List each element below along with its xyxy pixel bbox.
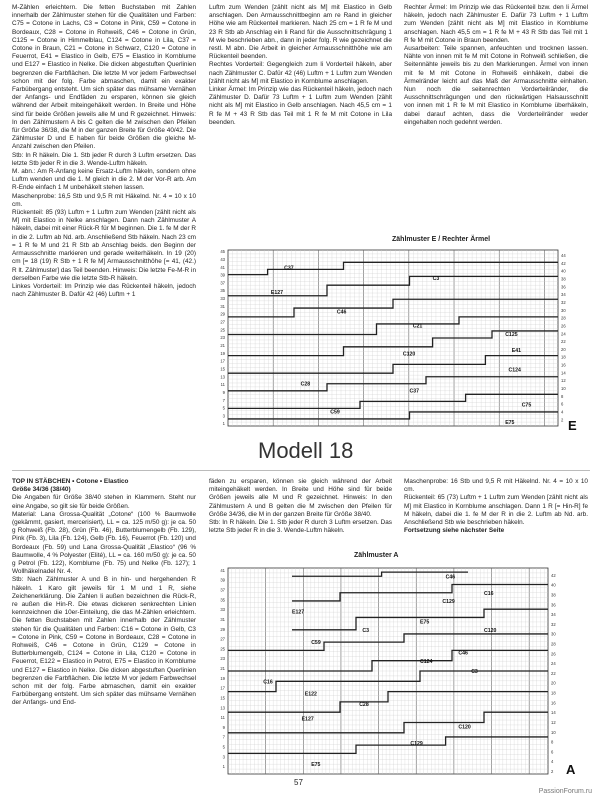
color-label: C3 <box>362 627 370 634</box>
row-number-left: 33 <box>220 607 225 613</box>
row-number-left: 39 <box>220 577 225 583</box>
row-number-right: 8 <box>561 393 564 399</box>
chart-letter: A <box>566 762 576 777</box>
row-number-left: 17 <box>220 685 225 691</box>
color-label: C120 <box>402 351 416 358</box>
row-number-left: 11 <box>220 715 225 721</box>
row-number-right: 12 <box>561 378 566 384</box>
row-number-right: 30 <box>561 307 566 313</box>
row-number-left: 9 <box>222 724 225 730</box>
bottom-column-3 <box>404 478 588 535</box>
row-number-left: 15 <box>220 366 225 372</box>
row-number-left: 7 <box>222 734 225 740</box>
row-number-right: 18 <box>551 690 556 696</box>
chart-e-title: Zählmuster E / Rechter Ärmel <box>392 236 491 243</box>
row-number-right: 20 <box>551 680 556 686</box>
color-label: C28 <box>300 381 311 388</box>
row-number-right: 14 <box>561 370 566 376</box>
row-number-left: 1 <box>222 421 225 427</box>
paragraph: Die Angaben für Größe 38/40 stehen in Klammern. Steht nur eine Angabe, so gilt sie für beide Größen. <box>12 494 196 510</box>
chart-a-grid <box>206 562 596 782</box>
color-label: C46 <box>458 650 468 657</box>
row-number-right: 38 <box>561 276 566 282</box>
row-number-right: 42 <box>551 572 556 578</box>
paragraph: M-Zählen erleichtern. Die fetten Buchstaben mit Zahlen innerhalb der Zählmuster stehen für die Qualitäten und Farben: C75 = Cotone in Lachs, C3 = Cotone in Pink, C59 = Cotone in Bordeaux, C28 = Cotone in Rohweiß, C46 = Cotone in Grün, C125 = Cotone in Himmelblau, C124 = Cotone in Lila, C37 = Cotone in Braun, C21 = Cotone in Schwarz, C120 = Cotone in Feuerrot, E41 = Elastico in Gelb, E75 = Elastico in Kornblume und E127 = Elastico in Nelke. Die dicken abgestuften Querlinien begrenzen die Farbflächen. Die letzte M vor jedem Farbwechsel schon mit der folg. Farbe abmaschen, damit ein exakter Farbübergang entsteht. Um sich später das mühsame Vernähen der Anfangs- und Endfäden zu ersparen, können sie gleich während der Arbeit miteingehäkelt werden. In Breite und Höhe sind für beide Größen jeweils alle M und R gezeichnet. Hinweis: In den Zählmustern A bis C gelten die M zwischen den Pfeilen für Größe 36/38, die M in der ganzen Breite für Größe 40/42. Die Zählmuster D und E haben für beide Größen die gleiche M-Anzahl zwischen den Pfeilen. <box>12 4 196 151</box>
color-label: E127 <box>301 716 314 723</box>
row-number-right: 26 <box>551 651 556 657</box>
row-number-left: 23 <box>220 335 225 341</box>
color-label: E75 <box>505 420 515 427</box>
paragraph: Stb: Nach Zählmuster A und B in hin- und hergehenden R häkeln. 1 Karo gilt jeweils für 1 M und 1 R, siehe Zeichenerklärung. Die Zahlen li außen bezeichnen die Rück-R, re außen die Hin-R. Die etwas dickeren senkrechten Linien kennzeichnen die 10er-Einteilung, die das M-Zählen erleichtern. Die fetten Buchstaben mit Zahlen innerhalb der Zählmuster stehen für die Qualitäten und Farben: C16 = Cotone in Gelb, C3 = Cotone in Pink, C59 = Cotone in Bordeaux, C28 = Cotone in Rohweiß, C46 = Cotone in Grün, C129 = Cotone in Butterblumengelb, C124 = Cotone in Lila, C120 = Cotone in Feuerrot, E122 = Elastico in Petrol, E75 = Elastico in Kornblume und E127 = Elastico in Nelke. Die dicken abgestuften Querlinien begrenzen die Farbflächen. Die letzte M vor jedem Farbwechsel schon mit der folg. Farbe abmaschen, damit ein exakter Farbübergang entsteht. Um sich später das mühsame Vernähen der Anfangs- und End- <box>12 576 196 707</box>
row-number-right: 4 <box>561 409 564 415</box>
paragraph: fäden zu ersparen, können sie gleich während der Arbeit miteingehäkelt werden. In Breite und Höhe sind für beide Größen jeweils alle M und R gezeichnet. Hinweis: In den Zählmustern A und B gelten die M zwischen den Pfeilen für Größe 34/36, die M in der ganzen Breite für Größe 38/40. <box>209 478 392 518</box>
row-number-right: 8 <box>551 739 554 745</box>
row-number-right: 2 <box>551 769 554 775</box>
top-column-3 <box>404 4 588 127</box>
row-number-left: 35 <box>220 597 225 603</box>
color-label: C124 <box>420 658 433 665</box>
row-number-left: 29 <box>220 311 225 317</box>
row-number-right: 4 <box>551 759 554 765</box>
size-heading: Größe 34/36 (38/40) <box>12 486 71 494</box>
row-number-left: 13 <box>220 705 225 711</box>
row-number-right: 14 <box>551 710 556 716</box>
row-number-left: 43 <box>220 256 225 262</box>
color-label: C3 <box>471 669 478 676</box>
continuation-note: Fortsetzung siehe nächster Seite <box>404 527 505 535</box>
row-number-right: 40 <box>551 582 556 588</box>
model-title: Modell 18 <box>258 438 354 463</box>
top-column-2 <box>209 4 392 127</box>
paragraph: Stb: In R häkeln. Die 1. Stb jeder R durch 3 Luftm ersetzen. Das letzte Stb jeder R in die 3. Wende-Luftm häkeln. <box>209 519 392 535</box>
row-number-left: 5 <box>222 744 225 750</box>
row-number-left: 45 <box>220 249 225 255</box>
color-label: C129 <box>442 599 455 606</box>
row-number-right: 40 <box>561 268 566 274</box>
row-number-left: 41 <box>220 567 225 573</box>
paragraph: Ausarbeiten: Teile spannen, anfeuchten und trocknen lassen. Nähte von innen mit fe M mit Cotone in Rohweiß schließen, die Seitennähte jeweils bis zu den Markierungen. Ärmel von innen mit fe M mit Cotone in Rohweiß einhäkeln, dabei die Ärmelränder leicht auf das Maß der Armausschnitte einhalten. Nun noch die seitenrechten Vorderteilränder, die Ausschnittschrägungen und den rückwärtigen Halsausschnitt von innen mit 1 R fe M mit Elastico in Kornblume überhäkeln, dabei darauf achten, dass die Vorderteilränder weder eingehalten noch gedehnt werden. <box>404 45 588 126</box>
row-number-right: 32 <box>561 299 566 305</box>
row-number-left: 31 <box>220 303 225 309</box>
paragraph: Material: Lana Grossa-Qualität „Cotone“ (100 % Baumwolle (gekämmt, gasiert, mercerisiert), LL = ca. 125 m/50 g): je ca. 50 g Rohweiß (Fb. 28), Grün (Fb. 46), Butterblumengelb (Fb. 129), Pink (Fb. 3), Lila (Fb. 124), Gelb (Fb. 16), Feuerrot (Fb. 120) und Bordeaux (Fb. 59) und Lana Grossa-Qualität „Elastico“ (96 % Baumwolle, 4 % Polyester (Elité), LL = ca. 160 m/50 g): je ca. 50 g Petrol (Fb. 122), Kornblume (Fb. 75) und Nelke (Fb. 127); 1 Wollhäkelnadel Nr. 4. <box>12 510 196 576</box>
row-number-left: 37 <box>220 587 225 593</box>
watermark: PassionForum.ru <box>538 788 592 795</box>
color-label: C120 <box>484 627 497 634</box>
row-number-right: 12 <box>551 719 556 725</box>
row-number-left: 5 <box>222 405 225 411</box>
paragraph: M. abn.: Am R-Anfang keine Ersatz-Luftm häkeln, sondern ohne Luftm wenden und die 1. M gleich in die 2. M der Vor-R arb. Am R-Ende einfach 1 M unbehäkelt stehen lassen. <box>12 168 196 192</box>
row-number-right: 6 <box>561 401 564 407</box>
paragraph: Rückenteil: 85 (93) Luftm + 1 Luftm zum Wenden [zählt nicht als M] mit Elastico in Nelke anschlagen. Dann nach Zählmuster A häkeln, dabei mit einer Rück-R für M beginnen. Die 1. fe M der R in die 2. Luftm ab Nd. arb. Anschließend Stb häkeln. Nach 23 cm = 1 R fe M und 21 R Stb ab Anschlag beids. den Beginn der Armausschnitte markieren und gerade weiterhäkeln. In 19 (20) cm [= 18 (19) R Stb + 1 R fe M] Armausschnitthöhe [= 41, (42.) R lt. Zählmuster] das Teil beenden. Hinweis: Die letzte Fe-M-R in derselben Farbe wie die letzte Stb-R häkeln. <box>12 209 196 282</box>
color-label: E127 <box>292 609 305 616</box>
row-number-right: 10 <box>561 386 566 392</box>
row-number-left: 11 <box>220 382 225 388</box>
color-label: C16 <box>263 679 273 686</box>
color-label: E75 <box>420 619 430 626</box>
paragraph: Maschenprobe: 16 Stb und 9,5 R mit Häkelnd. Nr. 4 = 10 x 10 cm. <box>404 478 588 494</box>
color-label: C59 <box>311 640 321 647</box>
row-number-right: 44 <box>561 253 566 259</box>
row-number-left: 15 <box>220 695 225 701</box>
row-number-right: 34 <box>551 612 556 618</box>
row-number-right: 10 <box>551 729 556 735</box>
paragraph: Linkes Vorderteil: Im Prinzip wie das Rückenteil häkeln, jedoch nach Zählmuster B. Dafür 42 (46) Luftm + 1 <box>12 282 196 299</box>
chart-e-grid <box>206 244 596 436</box>
color-label: E127 <box>270 290 284 296</box>
row-number-left: 3 <box>222 754 225 760</box>
row-number-right: 28 <box>551 641 556 647</box>
color-label: C120 <box>458 724 471 731</box>
row-number-left: 29 <box>220 626 225 632</box>
paragraph: Rechtes Vorderteil: Gegengleich zum li Vorderteil häkeln, aber nach Zählmuster C. Dafür 42 (46) Luftm + 1 Luftm zum Wenden [zählt nicht als M] mit Elastico in Kornblume anschlagen. <box>209 61 392 85</box>
chart-a-title: Zählmuster A <box>354 552 399 559</box>
color-label: E41 <box>511 348 522 355</box>
color-label: E122 <box>304 691 317 698</box>
row-number-left: 39 <box>220 272 225 278</box>
row-number-left: 17 <box>220 358 225 364</box>
row-number-right: 36 <box>551 602 556 608</box>
color-label: C124 <box>508 367 521 374</box>
row-number-right: 34 <box>561 292 566 298</box>
row-number-left: 27 <box>220 636 225 642</box>
row-number-right: 22 <box>561 339 566 345</box>
row-number-right: 28 <box>561 315 566 321</box>
pattern-title: TOP IN STÄBCHEN • Cotone • Elastico <box>12 478 129 485</box>
bottom-column-1 <box>12 478 196 708</box>
row-number-left: 23 <box>220 656 225 662</box>
row-number-left: 25 <box>220 646 225 652</box>
color-label: C37 <box>284 265 294 272</box>
color-label: C28 <box>359 702 369 709</box>
row-number-left: 31 <box>220 616 225 622</box>
top-column-1 <box>12 4 196 299</box>
paragraph: Stb: In R häkeln. Die 1. Stb jeder R durch 3 Luftm ersetzen. Das letzte Stb jeder R in die 3. Wende-Luftm häkeln. <box>12 151 196 167</box>
row-number-right: 20 <box>561 346 566 352</box>
row-number-right: 42 <box>561 260 566 266</box>
color-label: C46 <box>445 574 456 581</box>
bottom-column-2 <box>209 478 392 535</box>
page-number: 57 <box>294 778 303 787</box>
row-number-left: 13 <box>220 374 225 380</box>
row-number-right: 30 <box>551 631 556 637</box>
row-number-left: 9 <box>222 389 225 395</box>
color-label: C125 <box>505 332 518 339</box>
row-number-right: 16 <box>561 362 566 368</box>
row-number-left: 27 <box>220 319 225 325</box>
color-label: C59 <box>330 409 340 416</box>
row-number-left: 3 <box>222 413 225 419</box>
row-number-left: 35 <box>220 288 225 294</box>
paragraph: Rechter Ärmel: Im Prinzip wie das Rückenteil bzw. den li Ärmel häkeln, jedoch nach Zählmuster E. Dafür 73 Luftm + 1 Luftm zum Wenden [zählt nicht als M] mit Elastico in Kornblume anschlagen. Nach 45,5 cm = 1 R fe M + 43 R Stb das Teil mit 1 R fe M mit Cotone in Braun beenden. <box>404 4 588 44</box>
row-number-right: 16 <box>551 700 556 706</box>
divider <box>12 470 590 471</box>
row-number-right: 18 <box>561 354 566 360</box>
color-label: C16 <box>484 590 494 597</box>
row-number-right: 26 <box>561 323 566 329</box>
color-label: C129 <box>410 741 423 748</box>
row-number-left: 21 <box>220 342 225 348</box>
row-number-right: 22 <box>551 670 556 676</box>
color-label: C3 <box>432 275 440 282</box>
row-number-left: 41 <box>220 264 225 270</box>
row-number-left: 19 <box>220 350 225 356</box>
row-number-left: 1 <box>222 764 225 770</box>
row-number-right: 38 <box>551 592 556 598</box>
color-label: C21 <box>412 323 423 330</box>
row-number-left: 7 <box>222 397 225 403</box>
row-number-right: 32 <box>551 621 556 627</box>
color-label: C46 <box>336 309 347 316</box>
row-number-left: 33 <box>220 296 225 302</box>
paragraph: Luftm zum Wenden [zählt nicht als M] mit Elastico in Gelb anschlagen. Den Armausschnittbeginn am re Rand in gleicher Höhe wie am Rückenteil markieren. Nach 25 cm = 1 R fe M und 23 R Stb ab Anschlag ein li Rand für die Ausschnittschrägung 1 M wie beschrieben abn., dann in jeder folg. R wie gezeichnet die restl. M abn. Die Arbeit in gleicher Armausschnitthöhe wie am Rückenteil beenden. <box>209 4 392 61</box>
paragraph: Rückenteil: 65 (73) Luftm + 1 Luftm zum Wenden [zählt nicht als M] mit Elastico in Kornblume anschlagen. Dann 1 R [= Hin-R] fe M häkeln, dabei die 1. fe M der R in die 2. Luftm ab Nd. arb. Anschließend Stb wie beschrieben häkeln. <box>404 494 588 527</box>
row-number-right: 24 <box>551 661 556 667</box>
row-number-right: 24 <box>561 331 566 337</box>
chart-letter: E <box>568 418 577 433</box>
row-number-left: 21 <box>220 666 225 672</box>
row-number-left: 25 <box>220 327 225 333</box>
color-label: C37 <box>409 388 420 395</box>
row-number-right: 36 <box>561 284 566 290</box>
color-label: C75 <box>521 402 532 409</box>
paragraph: Linker Ärmel: Im Prinzip wie das Rückenteil häkeln, jedoch nach Zählmuster D. Dafür 73 Luftm + 1 Luftm zum Wenden [zählt nicht als M] mit Elastico in Gelb anschlagen. Nach 45,5 cm = 1 R fe M + 43 R Stb das Teil mit 1 R fe M mit Cotone in Lila beenden. <box>209 86 392 126</box>
row-number-left: 19 <box>220 675 225 681</box>
row-number-left: 37 <box>220 280 225 286</box>
row-number-right: 2 <box>561 417 564 423</box>
color-label: E75 <box>311 761 321 768</box>
paragraph: Maschenprobe: 16,5 Stb und 9,5 R mit Häkelnd. Nr. 4 = 10 x 10 cm. <box>12 192 196 208</box>
row-number-right: 6 <box>551 749 554 755</box>
